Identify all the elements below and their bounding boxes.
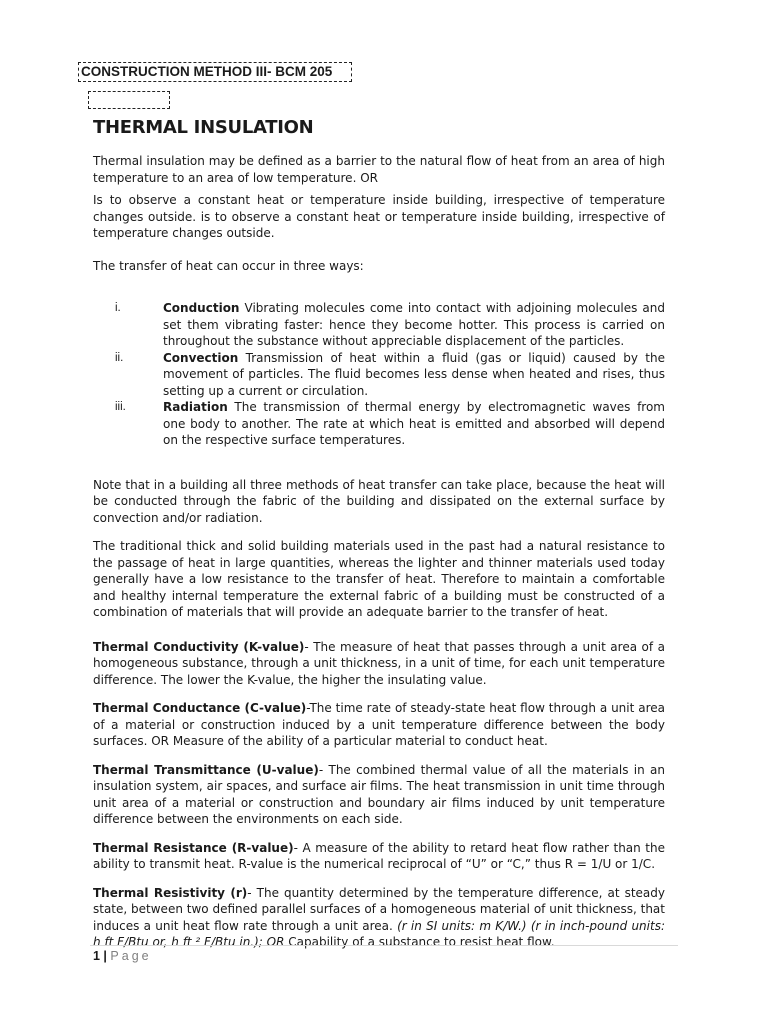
conduction-text: Vibrating molecules come into contact with adjoining molecules and set them vibrating faster: hence they become hotter. This process is carried on throughout the substance without appreciable displacement of the particles. [163,301,665,348]
list-item-radiation [93,399,665,449]
course-header [78,62,352,82]
course-code: CONSTRUCTION METHOD III- BCM 205 [81,64,333,79]
term-r-value: Thermal Resistance (R-value) [93,840,294,855]
term-k-value: Thermal Conductivity (K-value) [93,639,305,654]
definition-r-value: Thermal Resistance (R-value)- A measure of the ability to retard heat flow rather than the ability to transmit heat. R-value is the numerical reciprocal of “U” or “C,” thus R = 1/U or 1/C. [93,840,665,871]
convection-text: Transmission of heat within a fluid (gas or liquid) caused by the movement of particles. The fluid becomes less dense when heated and rises, thus setting up a current or circulation. [163,350,665,398]
empty-header-box [88,91,170,109]
page-title: THERMAL INSULATION [93,117,314,138]
definition-c-value: Thermal Conductance (C-value)-The time rate of steady-state heat flow through a unit area of a material or construction induced by a unit temperature difference between the body surfaces. OR Measure of the ability of a particular material to conduct heat. [93,701,665,748]
page-number: 1 [93,949,100,963]
term-resistivity: Thermal Resistivity (r) [93,885,248,900]
definition-k-value: Thermal Conductivity (K-value)- The measure of heat that passes through a unit area of a homogeneous substance, through a unit thickness, in a unit of time, for each unit temperature difference. The lower the K-value, the higher the insulating value. [93,639,665,687]
intro-definition: Thermal insulation may be defined as a barrier to the natural flow of heat from an area of high temperature to an area of low temperature. OR [93,154,665,185]
page-footer [93,949,152,963]
list-number: i. [115,302,121,314]
footer-separator: | [99,949,111,963]
definition-resistivity: Thermal Resistivity (r)- The quantity determined by the temperature difference, at steady state, between two defined parallel surfaces of a homogeneous material of unit thickness, that induces a unit heat flow rate through a unit area. (r in SI units: m K/W.) (r in inch-pound units: h ft F/Btu or, h ft ² F/Btu in.); OR Capability of a substance to resist heat flow. [93,885,665,949]
document-body [93,115,665,963]
note-paragraph: Note that in a building all three methods of heat transfer can take place, because the heat will be conducted through the fabric of the building and dissipated on the external surface by convection and/or radiation. [93,477,665,525]
list-item-convection [93,350,665,400]
intro-transfer: The transfer of heat can occur in three ways: [93,258,364,273]
list-item-conduction [93,300,665,350]
definition-u-value: Thermal Transmittance (U-value)- The combined thermal value of all the materials in an insulation system, air spaces, and surface air films. The heat transmission in unit time through unit area of a material or construction and boundary air films induced by unit temperature difference between the environments on each side. [93,762,665,826]
heat-transfer-list [93,300,665,449]
footer-divider [90,945,678,946]
term-c-value: Thermal Conductance (C-value) [93,701,307,715]
term-convection: Convection [163,350,239,365]
term-radiation: Radiation [163,400,228,414]
list-number: ii. [115,351,124,364]
units-note: (r in SI units: m K/W.) (r in inch-pound units: h ft F/Btu or, h ft ² F/Btu in.); [93,918,665,949]
intro-alternative: Is to observe a constant heat or temperature inside building, irrespective of temperature changes outside. is to observe a constant heat or temperature inside building, irrespective of temperature changes outside. [93,193,665,240]
radiation-text: The transmission of thermal energy by electromagnetic waves from one body to another. The rate at which heat is emitted and absorbed will depend on the respective surface temperatures. [163,400,665,447]
term-u-value: Thermal Transmittance (U-value) [93,762,319,777]
page-label: Page [110,949,152,963]
traditional-materials-paragraph: The traditional thick and solid building materials used in the past had a natural resistance to the passage of heat in large quantities, whereas the lighter and thinner materials used today generally have a low resistance to the transfer of heat. Therefore to maintain a comfortable and healthy internal temperature the external fabric of a building must be constructed of a combination of materials that will provide an adequate barrier to the transfer of heat. [93,539,665,619]
term-conduction: Conduction [163,301,240,315]
list-number: iii. [115,401,126,413]
